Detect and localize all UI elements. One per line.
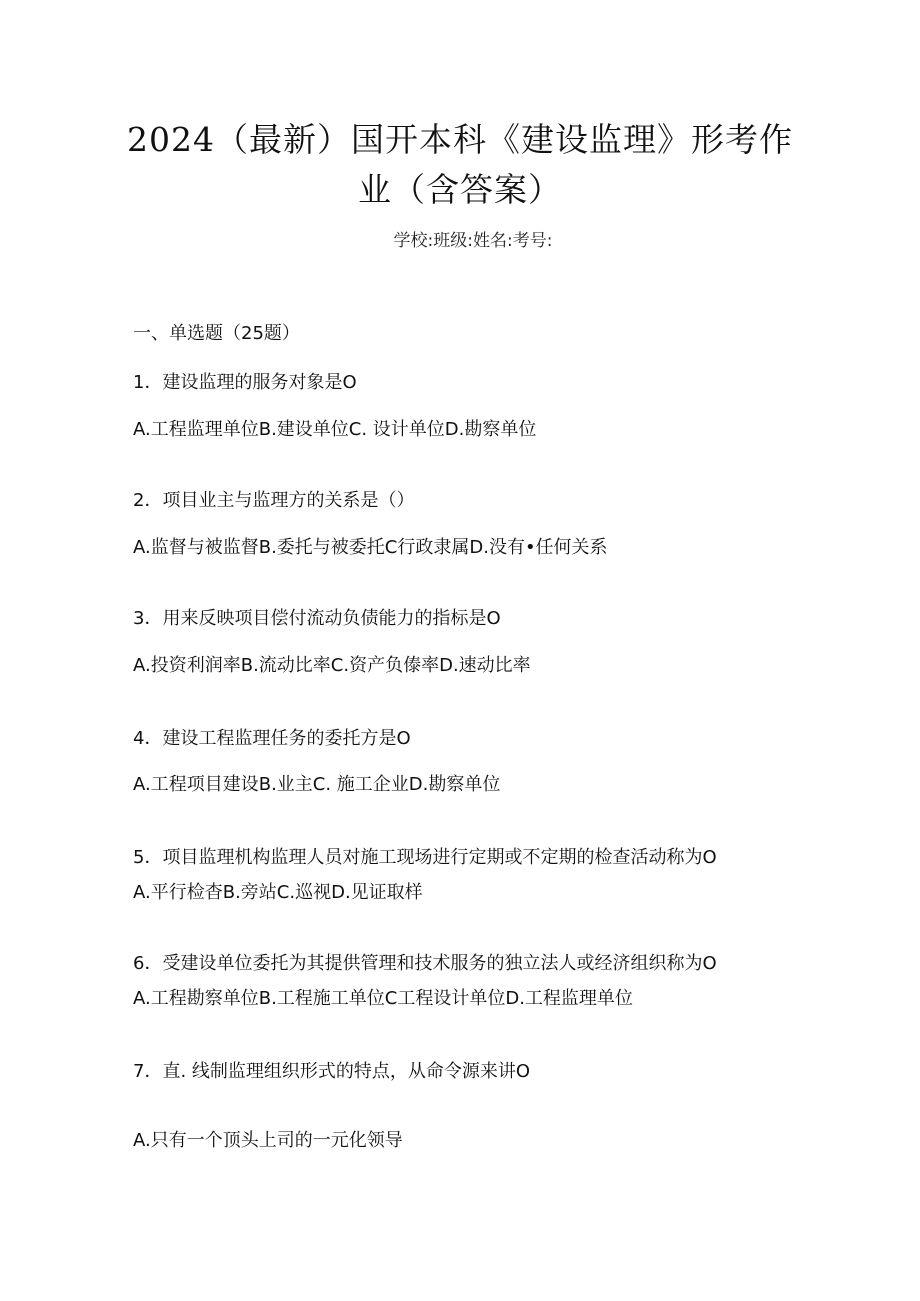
question-stem-7: 7．直. 线制监理组织形式的特点，从命令源来讲O — [133, 1061, 531, 1082]
question-options-5: A.平行检杳B.旁站C.巡视D.见证取样 — [133, 882, 423, 903]
document-title-line-2: 业（含答案） — [358, 170, 562, 209]
question-options-4: A.工程项目建设B.业主C. 施工企业D.勘察单位 — [133, 774, 501, 795]
question-stem-2: 2．项目业主与监理方的关系是（） — [133, 490, 415, 511]
question-options-6: A.工程勘察单位B.工程施工单位C工程设计单位D.工程监理单位 — [133, 988, 633, 1009]
question-options-1: A.工程监理单位B.建设单位C. 设计单位D.勘察单位 — [133, 419, 537, 440]
question-stem-1: 1．建设监理的服务对象是O — [133, 372, 357, 393]
question-stem-6: 6．受建设单位委托为其提供管理和技术服务的独立法人或经济组织称为O — [133, 953, 717, 974]
question-stem-4: 4．建设工程监理任务的委托方是O — [133, 728, 411, 749]
question-stem-3: 3．用来反映项目偿付流动负债能力的指标是O — [133, 608, 501, 629]
question-options-7: A.只有一个顶头上司的一元化领导 — [133, 1130, 403, 1151]
question-options-3: A.投资利润率B.流动比率C.资产负傣率D.速动比率 — [133, 655, 531, 676]
document-title-line-1: 2024（最新）国开本科《建设监理》形考作 — [127, 120, 793, 159]
question-options-2: A.监督与被监督B.委托与被委托C行政隶属D.没有•任何关系 — [133, 537, 608, 558]
question-stem-5: 5．项目监理机构监理人员对施工现场进行定期或不定期的检查活动称为O — [133, 847, 717, 868]
student-info-line: 学校:班级:姓名:考号: — [393, 231, 553, 251]
section-heading: 一、单选题（25题） — [133, 323, 300, 344]
